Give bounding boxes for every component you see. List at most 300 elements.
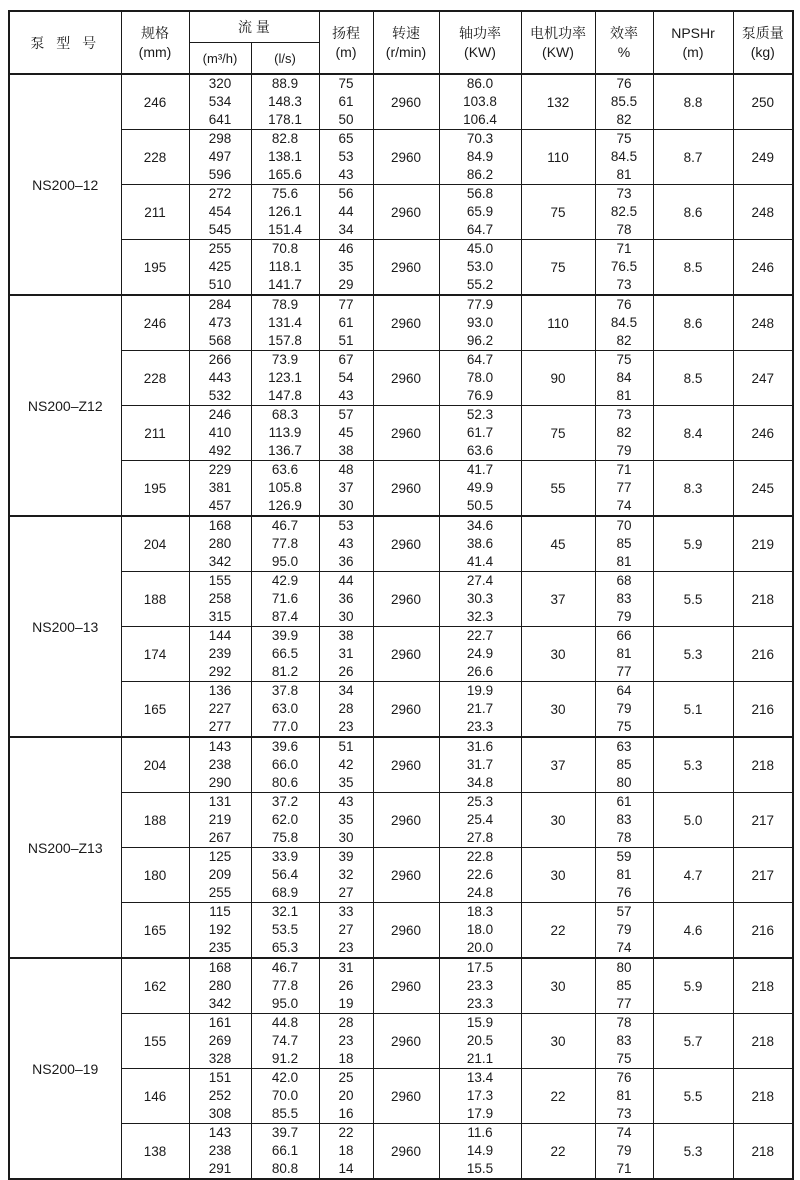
spec-cell: 228 bbox=[121, 130, 189, 185]
mass-cell: 250 bbox=[733, 74, 793, 130]
flow-ls-cell-value: 71.6 bbox=[271, 591, 299, 606]
head-cell-value: 33 bbox=[338, 904, 354, 919]
spec-cell: 211 bbox=[121, 185, 189, 240]
mass-cell: 216 bbox=[733, 682, 793, 738]
col-header-flow-m3h: (m³/h) bbox=[189, 43, 251, 75]
npshr-cell: 4.6 bbox=[653, 903, 733, 959]
head-cell-value: 14 bbox=[338, 1161, 354, 1176]
npshr-cell: 5.5 bbox=[653, 572, 733, 627]
flow-ls-cell-value: 91.2 bbox=[271, 1051, 299, 1066]
flow-ls-cell-value: 75.8 bbox=[271, 830, 299, 845]
col-header-efficiency-line2: % bbox=[617, 43, 631, 60]
efficiency-cell-value: 80 bbox=[616, 960, 632, 975]
flow-m3h-cell-value: 290 bbox=[208, 775, 232, 790]
flow-ls-cell-value: 70.0 bbox=[271, 1088, 299, 1103]
col-header-speed bbox=[373, 11, 439, 74]
efficiency-cell-value: 81 bbox=[616, 1088, 632, 1103]
shaft-power-cell-value: 23.3 bbox=[466, 996, 494, 1011]
spec-cell: 162 bbox=[121, 958, 189, 1014]
speed-cell: 2960 bbox=[373, 130, 439, 185]
efficiency-cell-value: 71 bbox=[616, 1161, 632, 1176]
efficiency-cell-value: 73 bbox=[616, 277, 632, 292]
shaft-power-cell-value: 64.7 bbox=[466, 352, 494, 367]
head-cell bbox=[319, 1014, 373, 1069]
head-cell bbox=[319, 295, 373, 351]
head-cell-value: 75 bbox=[338, 76, 354, 91]
flow-m3h-cell-value: 144 bbox=[208, 628, 232, 643]
flow-ls-cell-value: 42.0 bbox=[271, 1070, 299, 1085]
head-cell-value: 35 bbox=[338, 812, 354, 827]
flow-ls-cell bbox=[251, 185, 319, 240]
shaft-power-cell-value: 22.6 bbox=[466, 867, 494, 882]
speed-cell: 2960 bbox=[373, 848, 439, 903]
col-header-mass-line1: 泵质量 bbox=[741, 24, 784, 41]
efficiency-cell-value: 79 bbox=[616, 922, 632, 937]
head-cell-value: 30 bbox=[338, 609, 354, 624]
head-cell-value: 43 bbox=[338, 794, 354, 809]
flow-ls-cell-value: 87.4 bbox=[271, 609, 299, 624]
flow-m3h-cell-value: 641 bbox=[208, 112, 232, 127]
mass-cell: 218 bbox=[733, 1069, 793, 1124]
flow-m3h-cell-value: 192 bbox=[208, 922, 232, 937]
head-cell bbox=[319, 793, 373, 848]
head-cell bbox=[319, 737, 373, 793]
head-cell-value: 53 bbox=[338, 149, 354, 164]
flow-ls-cell-value: 39.7 bbox=[271, 1125, 299, 1140]
flow-m3h-cell-value: 269 bbox=[208, 1033, 232, 1048]
flow-m3h-cell bbox=[189, 351, 251, 406]
spec-cell: 188 bbox=[121, 572, 189, 627]
col-header-flow: 流 量 bbox=[189, 11, 319, 43]
table-row bbox=[9, 903, 793, 959]
flow-m3h-cell bbox=[189, 461, 251, 517]
flow-ls-cell-value: 46.7 bbox=[271, 960, 299, 975]
efficiency-cell-value: 81 bbox=[616, 554, 632, 569]
speed-cell: 2960 bbox=[373, 74, 439, 130]
shaft-power-cell bbox=[439, 74, 521, 130]
col-header-speed-line1: 转速 bbox=[392, 24, 420, 41]
col-header-mass-line2: (kg) bbox=[750, 43, 775, 60]
mass-cell: 248 bbox=[733, 295, 793, 351]
flow-ls-cell-value: 73.9 bbox=[271, 352, 299, 367]
efficiency-cell bbox=[595, 682, 653, 738]
shaft-power-cell bbox=[439, 516, 521, 572]
flow-m3h-cell-value: 410 bbox=[208, 425, 232, 440]
table-body bbox=[9, 74, 793, 1179]
head-cell-value: 30 bbox=[338, 498, 354, 513]
shaft-power-cell bbox=[439, 185, 521, 240]
flow-m3h-cell-value: 492 bbox=[208, 443, 232, 458]
flow-ls-cell-value: 148.3 bbox=[268, 94, 302, 109]
npshr-cell: 5.9 bbox=[653, 516, 733, 572]
shaft-power-cell bbox=[439, 406, 521, 461]
shaft-power-cell-value: 41.4 bbox=[466, 554, 494, 569]
efficiency-cell bbox=[595, 848, 653, 903]
flow-ls-cell-value: 95.0 bbox=[271, 996, 299, 1011]
head-cell-value: 43 bbox=[338, 167, 354, 182]
shaft-power-cell-value: 32.3 bbox=[466, 609, 494, 624]
flow-m3h-cell-value: 266 bbox=[208, 352, 232, 367]
pump-model-cell: NS200–12 bbox=[9, 74, 121, 295]
flow-ls-cell-value: 81.2 bbox=[271, 664, 299, 679]
flow-m3h-cell bbox=[189, 903, 251, 959]
head-cell-value: 30 bbox=[338, 830, 354, 845]
speed-cell: 2960 bbox=[373, 1124, 439, 1180]
head-cell-value: 57 bbox=[338, 407, 354, 422]
col-header-head bbox=[319, 11, 373, 74]
shaft-power-cell bbox=[439, 627, 521, 682]
efficiency-cell-value: 85 bbox=[616, 536, 632, 551]
shaft-power-cell-value: 25.3 bbox=[466, 794, 494, 809]
flow-ls-cell-value: 138.1 bbox=[268, 149, 302, 164]
efficiency-cell-value: 71 bbox=[616, 241, 632, 256]
efficiency-cell bbox=[595, 295, 653, 351]
efficiency-cell-value: 63 bbox=[616, 739, 632, 754]
efficiency-cell bbox=[595, 185, 653, 240]
efficiency-cell-value: 83 bbox=[616, 591, 632, 606]
flow-m3h-cell-value: 143 bbox=[208, 739, 232, 754]
shaft-power-cell-value: 52.3 bbox=[466, 407, 494, 422]
mass-cell: 246 bbox=[733, 406, 793, 461]
head-cell bbox=[319, 516, 373, 572]
shaft-power-cell-value: 84.9 bbox=[466, 149, 494, 164]
flow-ls-cell-value: 66.0 bbox=[271, 757, 299, 772]
flow-m3h-cell bbox=[189, 185, 251, 240]
speed-cell: 2960 bbox=[373, 903, 439, 959]
head-cell-value: 61 bbox=[338, 315, 354, 330]
spec-cell: 165 bbox=[121, 903, 189, 959]
efficiency-cell-value: 66 bbox=[616, 628, 632, 643]
efficiency-cell-value: 78 bbox=[616, 222, 632, 237]
flow-ls-cell-value: 39.6 bbox=[271, 739, 299, 754]
mass-cell: 218 bbox=[733, 737, 793, 793]
shaft-power-cell-value: 96.2 bbox=[466, 333, 494, 348]
efficiency-cell-value: 82 bbox=[616, 112, 632, 127]
speed-cell: 2960 bbox=[373, 185, 439, 240]
col-header-shaft-power bbox=[439, 11, 521, 74]
efficiency-cell-value: 76 bbox=[616, 297, 632, 312]
col-header-efficiency-line1: 效率 bbox=[610, 24, 638, 41]
shaft-power-cell-value: 25.4 bbox=[466, 812, 494, 827]
efficiency-cell-value: 82.5 bbox=[610, 204, 638, 219]
flow-ls-cell-value: 70.8 bbox=[271, 241, 299, 256]
spec-cell: 211 bbox=[121, 406, 189, 461]
flow-ls-cell-value: 63.6 bbox=[271, 462, 299, 477]
flow-m3h-cell bbox=[189, 793, 251, 848]
flow-m3h-cell-value: 454 bbox=[208, 204, 232, 219]
head-cell bbox=[319, 130, 373, 185]
shaft-power-cell-value: 70.3 bbox=[466, 131, 494, 146]
flow-m3h-cell-value: 155 bbox=[208, 573, 232, 588]
efficiency-cell-value: 81 bbox=[616, 867, 632, 882]
table-row bbox=[9, 958, 793, 1014]
npshr-cell: 5.9 bbox=[653, 958, 733, 1014]
head-cell-value: 42 bbox=[338, 757, 354, 772]
mass-cell: 218 bbox=[733, 1014, 793, 1069]
head-cell bbox=[319, 406, 373, 461]
shaft-power-cell-value: 27.4 bbox=[466, 573, 494, 588]
flow-m3h-cell-value: 596 bbox=[208, 167, 232, 182]
npshr-cell: 5.0 bbox=[653, 793, 733, 848]
flow-ls-cell-value: 88.9 bbox=[271, 76, 299, 91]
head-cell bbox=[319, 572, 373, 627]
head-cell-value: 48 bbox=[338, 462, 354, 477]
shaft-power-cell-value: 13.4 bbox=[466, 1070, 494, 1085]
efficiency-cell-value: 83 bbox=[616, 812, 632, 827]
flow-m3h-cell-value: 381 bbox=[208, 480, 232, 495]
flow-ls-cell-value: 46.7 bbox=[271, 518, 299, 533]
shaft-power-cell-value: 22.7 bbox=[466, 628, 494, 643]
head-cell-value: 34 bbox=[338, 222, 354, 237]
efficiency-cell-value: 64 bbox=[616, 683, 632, 698]
motor-power-cell: 30 bbox=[521, 1014, 595, 1069]
col-header-flow-ls: (l/s) bbox=[251, 43, 319, 75]
npshr-cell: 5.1 bbox=[653, 682, 733, 738]
flow-ls-cell-value: 80.8 bbox=[271, 1161, 299, 1176]
shaft-power-cell bbox=[439, 1124, 521, 1180]
mass-cell: 246 bbox=[733, 240, 793, 296]
head-cell-value: 44 bbox=[338, 204, 354, 219]
flow-m3h-cell-value: 510 bbox=[208, 277, 232, 292]
col-header-mass bbox=[733, 11, 793, 74]
efficiency-cell-value: 75 bbox=[616, 719, 632, 734]
head-cell bbox=[319, 1069, 373, 1124]
table-row bbox=[9, 406, 793, 461]
flow-m3h-cell-value: 328 bbox=[208, 1051, 232, 1066]
head-cell-value: 29 bbox=[338, 277, 354, 292]
head-cell-value: 18 bbox=[338, 1051, 354, 1066]
flow-m3h-cell-value: 229 bbox=[208, 462, 232, 477]
speed-cell: 2960 bbox=[373, 627, 439, 682]
col-header-spec-line2: (mm) bbox=[138, 43, 172, 60]
mass-cell: 218 bbox=[733, 1124, 793, 1180]
motor-power-cell: 55 bbox=[521, 461, 595, 517]
head-cell-value: 31 bbox=[338, 960, 354, 975]
flow-ls-cell-value: 74.7 bbox=[271, 1033, 299, 1048]
shaft-power-cell-value: 55.2 bbox=[466, 277, 494, 292]
motor-power-cell: 30 bbox=[521, 627, 595, 682]
npshr-cell: 5.7 bbox=[653, 1014, 733, 1069]
mass-cell: 219 bbox=[733, 516, 793, 572]
flow-ls-cell bbox=[251, 516, 319, 572]
head-cell-value: 38 bbox=[338, 628, 354, 643]
flow-ls-cell bbox=[251, 903, 319, 959]
head-cell-value: 61 bbox=[338, 94, 354, 109]
flow-m3h-cell-value: 284 bbox=[208, 297, 232, 312]
flow-m3h-cell-value: 277 bbox=[208, 719, 232, 734]
table-row bbox=[9, 74, 793, 130]
motor-power-cell: 75 bbox=[521, 240, 595, 296]
efficiency-cell bbox=[595, 958, 653, 1014]
col-header-npshr-line2: (m) bbox=[682, 43, 704, 60]
flow-ls-cell bbox=[251, 1069, 319, 1124]
head-cell bbox=[319, 682, 373, 738]
efficiency-cell-value: 77 bbox=[616, 996, 632, 1011]
npshr-cell: 8.3 bbox=[653, 461, 733, 517]
efficiency-cell bbox=[595, 1069, 653, 1124]
col-header-pump-model: 泵 型 号 bbox=[9, 11, 121, 74]
table-row bbox=[9, 185, 793, 240]
head-cell-value: 45 bbox=[338, 425, 354, 440]
motor-power-cell: 75 bbox=[521, 185, 595, 240]
head-cell bbox=[319, 848, 373, 903]
efficiency-cell-value: 74 bbox=[616, 1125, 632, 1140]
motor-power-cell: 22 bbox=[521, 903, 595, 959]
head-cell-value: 39 bbox=[338, 849, 354, 864]
head-cell-value: 43 bbox=[338, 388, 354, 403]
efficiency-cell-value: 57 bbox=[616, 904, 632, 919]
pump-model-cell: NS200–Z12 bbox=[9, 295, 121, 516]
efficiency-cell bbox=[595, 461, 653, 517]
flow-m3h-cell-value: 342 bbox=[208, 554, 232, 569]
speed-cell: 2960 bbox=[373, 351, 439, 406]
head-cell-value: 16 bbox=[338, 1106, 354, 1121]
spec-cell: 180 bbox=[121, 848, 189, 903]
shaft-power-cell-value: 49.9 bbox=[466, 480, 494, 495]
motor-power-cell: 45 bbox=[521, 516, 595, 572]
efficiency-cell-value: 79 bbox=[616, 1143, 632, 1158]
motor-power-cell: 22 bbox=[521, 1124, 595, 1180]
efficiency-cell-value: 77 bbox=[616, 480, 632, 495]
speed-cell: 2960 bbox=[373, 793, 439, 848]
shaft-power-cell-value: 22.8 bbox=[466, 849, 494, 864]
flow-ls-cell bbox=[251, 1014, 319, 1069]
flow-m3h-cell-value: 320 bbox=[208, 76, 232, 91]
head-cell bbox=[319, 351, 373, 406]
flow-ls-cell-value: 63.0 bbox=[271, 701, 299, 716]
flow-ls-cell-value: 37.8 bbox=[271, 683, 299, 698]
flow-ls-cell bbox=[251, 958, 319, 1014]
npshr-cell: 5.5 bbox=[653, 1069, 733, 1124]
flow-ls-cell-value: 126.1 bbox=[268, 204, 302, 219]
col-header-shaft-power-line2: (KW) bbox=[464, 43, 496, 60]
head-cell-value: 51 bbox=[338, 333, 354, 348]
mass-cell: 218 bbox=[733, 572, 793, 627]
efficiency-cell bbox=[595, 572, 653, 627]
flow-ls-cell-value: 165.6 bbox=[268, 167, 302, 182]
shaft-power-cell-value: 78.0 bbox=[466, 370, 494, 385]
efficiency-cell-value: 79 bbox=[616, 701, 632, 716]
efficiency-cell-value: 76 bbox=[616, 76, 632, 91]
shaft-power-cell-value: 31.6 bbox=[466, 739, 494, 754]
flow-ls-cell bbox=[251, 793, 319, 848]
shaft-power-cell bbox=[439, 1069, 521, 1124]
head-cell-value: 26 bbox=[338, 978, 354, 993]
shaft-power-cell-value: 30.3 bbox=[466, 591, 494, 606]
efficiency-cell-value: 78 bbox=[616, 830, 632, 845]
mass-cell: 216 bbox=[733, 627, 793, 682]
efficiency-cell-value: 82 bbox=[616, 425, 632, 440]
flow-m3h-cell-value: 443 bbox=[208, 370, 232, 385]
head-cell-value: 28 bbox=[338, 701, 354, 716]
head-cell-value: 51 bbox=[338, 739, 354, 754]
efficiency-cell bbox=[595, 737, 653, 793]
motor-power-cell: 110 bbox=[521, 130, 595, 185]
shaft-power-cell-value: 45.0 bbox=[466, 241, 494, 256]
speed-cell: 2960 bbox=[373, 737, 439, 793]
flow-m3h-cell-value: 115 bbox=[209, 904, 231, 919]
shaft-power-cell-value: 61.7 bbox=[466, 425, 494, 440]
shaft-power-cell-value: 63.6 bbox=[466, 443, 494, 458]
flow-ls-cell-value: 44.8 bbox=[271, 1015, 299, 1030]
flow-m3h-cell-value: 219 bbox=[208, 812, 232, 827]
efficiency-cell-value: 75 bbox=[616, 352, 632, 367]
shaft-power-cell-value: 15.5 bbox=[466, 1161, 494, 1176]
flow-m3h-cell-value: 239 bbox=[208, 646, 232, 661]
shaft-power-cell bbox=[439, 1014, 521, 1069]
npshr-cell: 5.3 bbox=[653, 627, 733, 682]
head-cell-value: 26 bbox=[338, 664, 354, 679]
flow-ls-cell-value: 118.1 bbox=[268, 259, 302, 274]
table-row bbox=[9, 130, 793, 185]
flow-ls-cell-value: 151.4 bbox=[268, 222, 302, 237]
npshr-cell: 8.8 bbox=[653, 74, 733, 130]
speed-cell: 2960 bbox=[373, 682, 439, 738]
flow-m3h-cell bbox=[189, 682, 251, 738]
efficiency-cell-value: 84.5 bbox=[610, 149, 638, 164]
flow-m3h-cell-value: 238 bbox=[208, 1143, 232, 1158]
efficiency-cell-value: 76 bbox=[616, 885, 632, 900]
col-header-motor-power-line2: (KW) bbox=[542, 43, 574, 60]
flow-m3h-cell bbox=[189, 74, 251, 130]
npshr-cell: 8.7 bbox=[653, 130, 733, 185]
efficiency-cell-value: 73 bbox=[616, 186, 632, 201]
flow-m3h-cell bbox=[189, 295, 251, 351]
head-cell-value: 53 bbox=[338, 518, 354, 533]
mass-cell: 245 bbox=[733, 461, 793, 517]
shaft-power-cell-value: 53.0 bbox=[466, 259, 494, 274]
flow-m3h-cell-value: 227 bbox=[208, 701, 232, 716]
shaft-power-cell-value: 38.6 bbox=[466, 536, 494, 551]
spec-cell: 155 bbox=[121, 1014, 189, 1069]
shaft-power-cell-value: 18.0 bbox=[466, 922, 494, 937]
flow-ls-cell-value: 53.5 bbox=[271, 922, 299, 937]
flow-m3h-cell-value: 342 bbox=[208, 996, 232, 1011]
flow-ls-cell-value: 37.2 bbox=[271, 794, 299, 809]
flow-ls-cell bbox=[251, 406, 319, 461]
flow-m3h-cell bbox=[189, 627, 251, 682]
mass-cell: 217 bbox=[733, 848, 793, 903]
flow-m3h-cell-value: 151 bbox=[208, 1070, 232, 1085]
head-cell-value: 23 bbox=[338, 719, 354, 734]
spec-cell: 195 bbox=[121, 240, 189, 296]
efficiency-cell-value: 81 bbox=[616, 646, 632, 661]
spec-cell: 246 bbox=[121, 295, 189, 351]
flow-ls-cell-value: 39.9 bbox=[271, 628, 299, 643]
flow-ls-cell-value: 78.9 bbox=[271, 297, 299, 312]
head-cell bbox=[319, 958, 373, 1014]
flow-m3h-cell bbox=[189, 848, 251, 903]
shaft-power-cell-value: 21.7 bbox=[466, 701, 494, 716]
shaft-power-cell-value: 11.6 bbox=[467, 1125, 493, 1140]
table-row bbox=[9, 627, 793, 682]
col-header-motor-power bbox=[521, 11, 595, 74]
motor-power-cell: 30 bbox=[521, 958, 595, 1014]
flow-m3h-cell-value: 497 bbox=[208, 149, 232, 164]
shaft-power-cell-value: 27.8 bbox=[466, 830, 494, 845]
flow-ls-cell-value: 85.5 bbox=[271, 1106, 299, 1121]
header-row-1 bbox=[9, 11, 793, 43]
head-cell-value: 65 bbox=[338, 131, 354, 146]
efficiency-cell-value: 80 bbox=[616, 775, 632, 790]
flow-m3h-cell-value: 534 bbox=[208, 94, 232, 109]
efficiency-cell bbox=[595, 240, 653, 296]
shaft-power-cell bbox=[439, 958, 521, 1014]
efficiency-cell-value: 85 bbox=[616, 757, 632, 772]
table-row bbox=[9, 793, 793, 848]
head-cell bbox=[319, 74, 373, 130]
flow-ls-cell bbox=[251, 737, 319, 793]
